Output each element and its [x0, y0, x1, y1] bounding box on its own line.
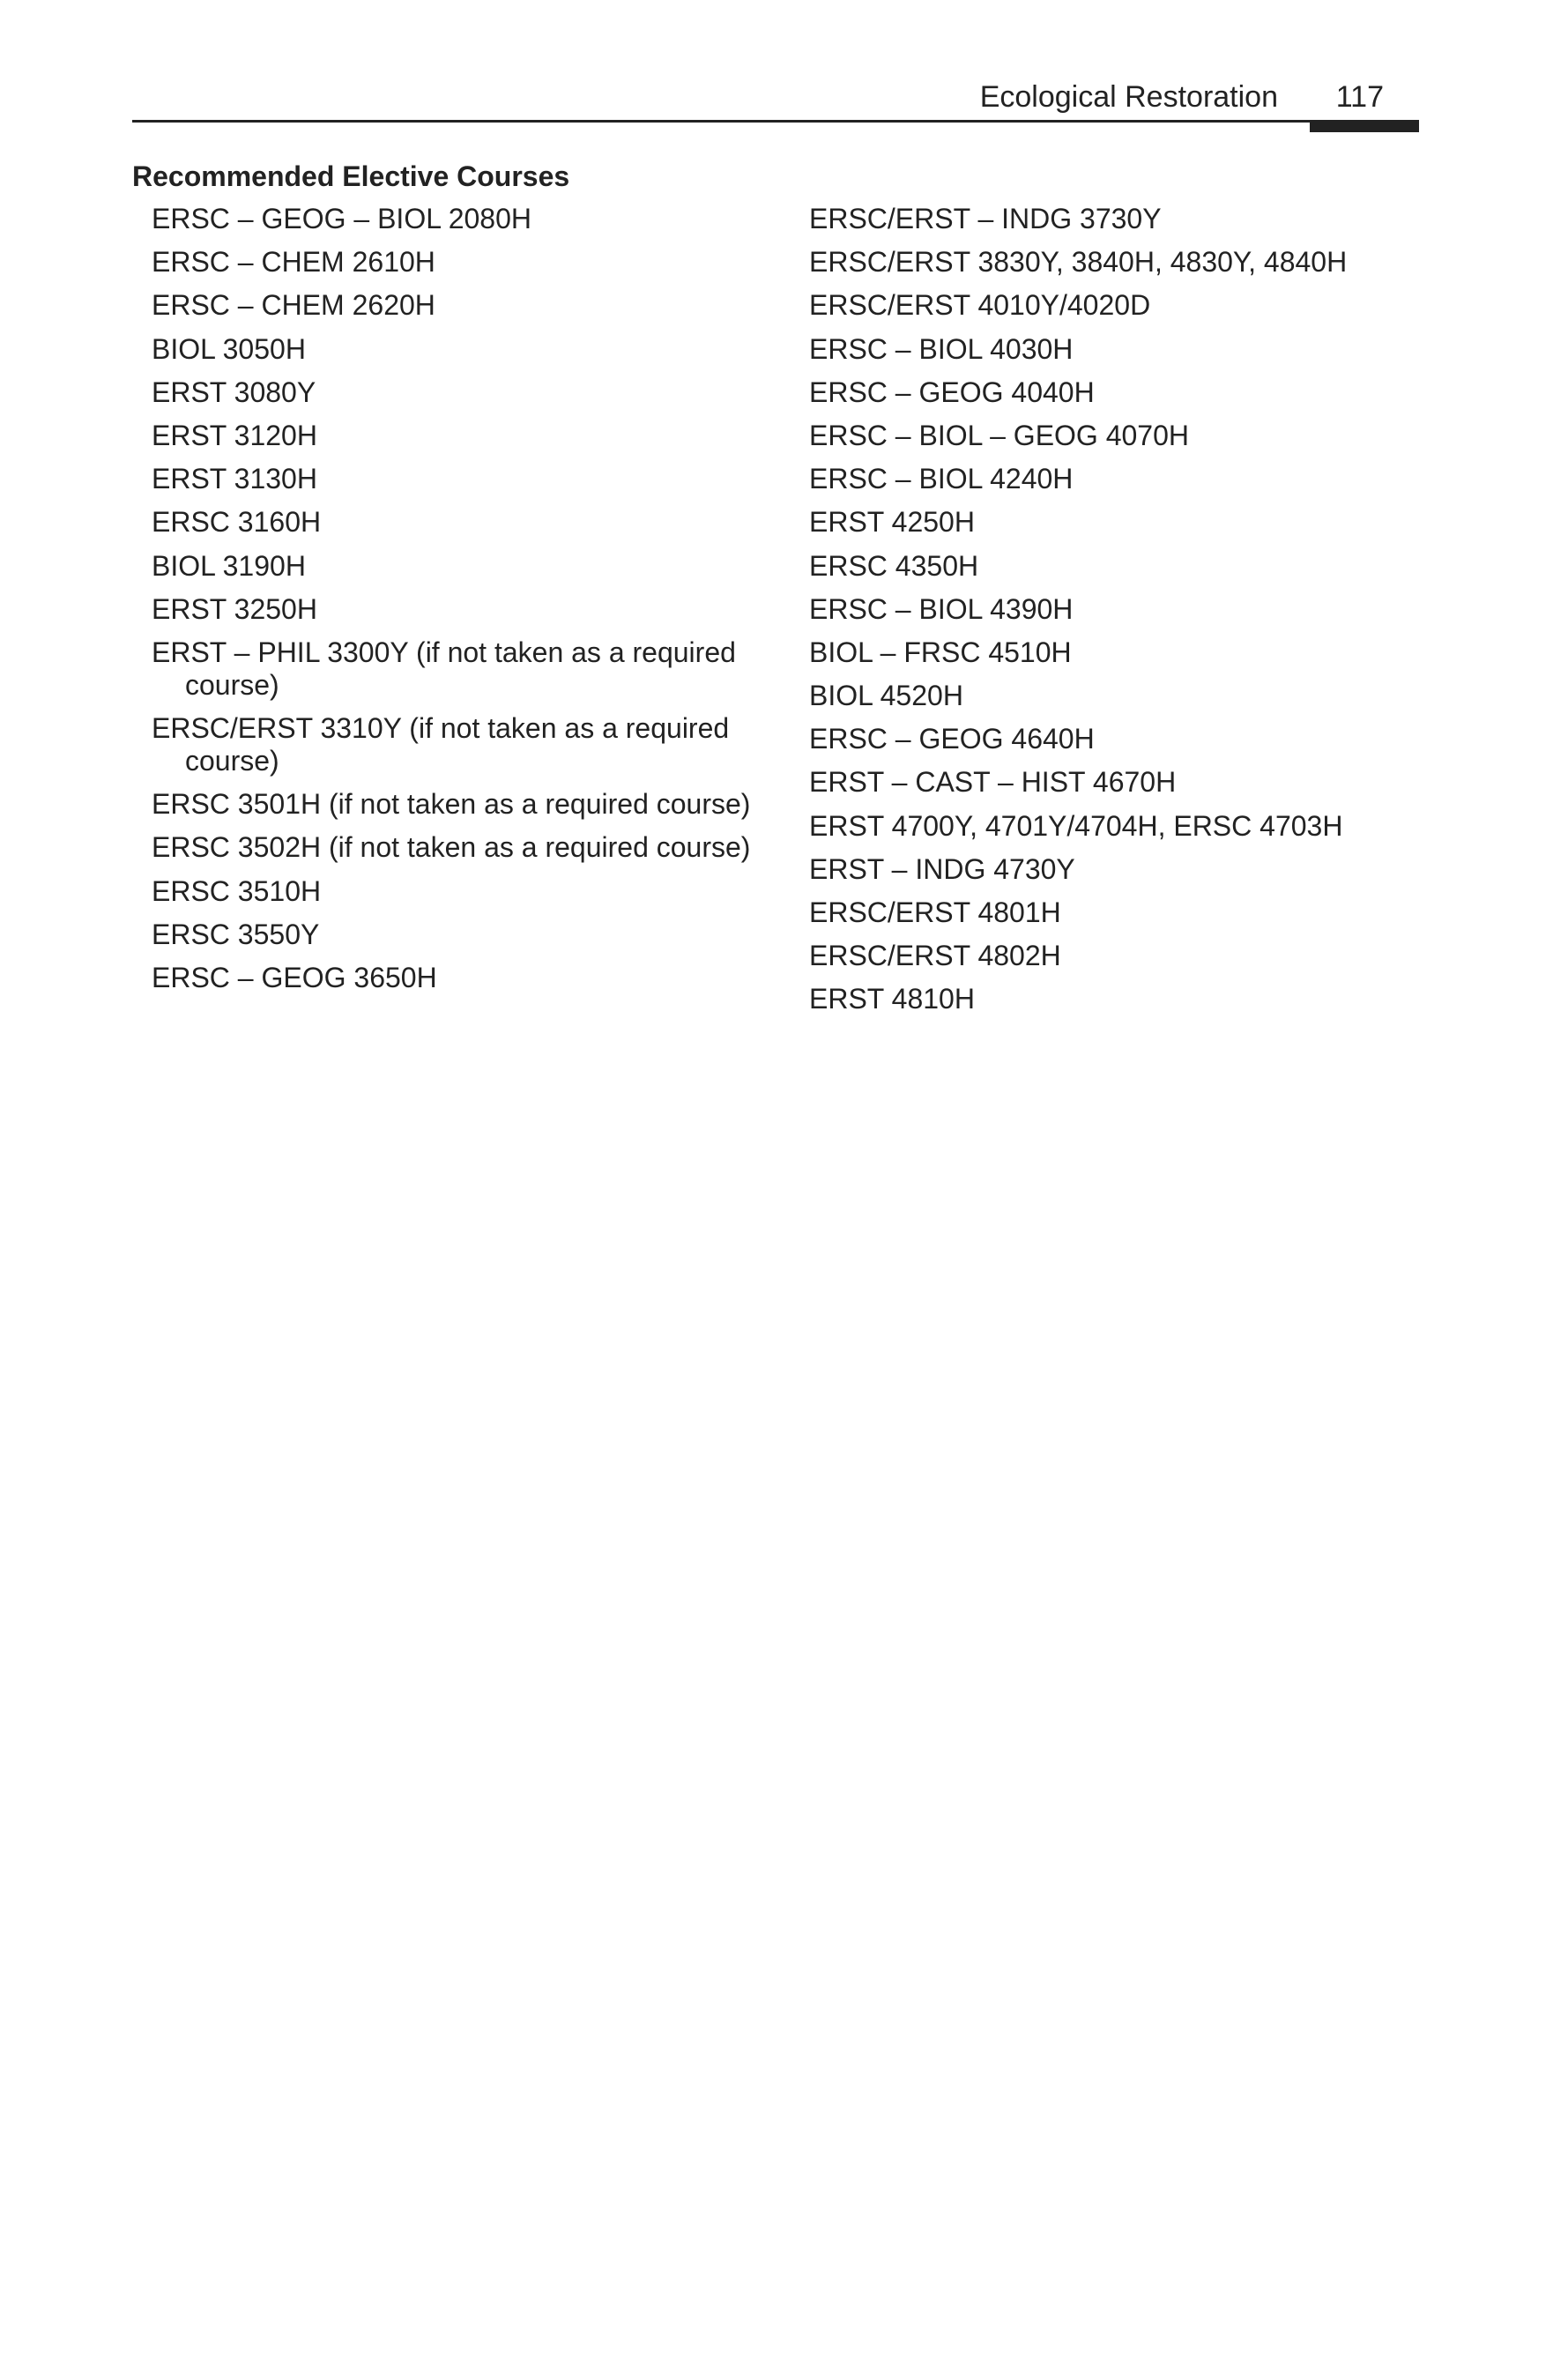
course-item: ERSC – GEOG 4640H [809, 723, 1095, 755]
course-item: ERST 3120H [152, 419, 317, 451]
course-item: ERSC – GEOG – BIOL 2080H [152, 203, 531, 234]
course-item: ERST 3250H [152, 592, 317, 625]
course-item: ERSC – CHEM 2610H [152, 246, 435, 279]
course-item: BIOL 3190H [152, 549, 306, 582]
course-item: ERSC – CHEM 2620H [152, 289, 435, 322]
course-list-left [152, 203, 760, 1005]
course-item: ERSC – BIOL 4240H [809, 463, 1074, 495]
course-item: ERSC/ERST – INDG 3730Y [809, 203, 1162, 234]
course-item: ERST – INDG 4730Y [809, 852, 1075, 885]
course-item: ERST 3080Y [152, 376, 316, 408]
course-item: ERST – CAST – HIST 4670H [809, 766, 1177, 799]
course-item: ERSC 4350H [809, 549, 979, 582]
course-item: ERSC 3501H (if not taken as a required course) [152, 788, 751, 821]
course-item: ERST – PHIL 3300Y (if not taken as a required course) [152, 636, 736, 701]
course-item: ERSC 3160H [152, 506, 322, 539]
course-item: ERSC – BIOL 4030H [809, 332, 1074, 365]
header-tab-bar [1310, 122, 1419, 132]
course-item: ERSC 3550Y [152, 918, 320, 950]
course-item: ERSC/ERST 3830Y, 3840H, 4830Y, 4840H [809, 246, 1348, 279]
running-header-title: Ecological Restoration [979, 80, 1278, 114]
course-item: ERST 4250H [809, 506, 975, 539]
course-item: ERSC/ERST 4801H [809, 896, 1061, 928]
course-item: ERSC – BIOL – GEOG 4070H [809, 419, 1189, 451]
course-item: ERST 4810H [809, 983, 975, 1015]
course-item: ERSC/ERST 4802H [809, 940, 1061, 972]
course-item: ERSC 3510H [152, 874, 322, 907]
course-item: ERSC – BIOL 4390H [809, 592, 1074, 625]
course-item: BIOL 3050H [152, 332, 306, 365]
course-item: ERST 3130H [152, 463, 317, 495]
header-rule [132, 120, 1419, 123]
course-item: ERSC 3502H (if not taken as a required course) [152, 831, 751, 864]
page-header [132, 78, 1419, 134]
course-list-right [809, 203, 1426, 1027]
course-item: ERST 4700Y, 4701Y/4704H, ERSC 4703H [809, 809, 1343, 842]
course-item: ERSC – GEOG 3650H [152, 962, 437, 993]
section-heading: Recommended Elective Courses [132, 160, 570, 192]
course-item: ERSC/ERST 4010Y/4020D [809, 289, 1151, 322]
course-item: ERSC/ERST 3310Y (if not taken as a required course) [152, 712, 730, 777]
course-item: BIOL 4520H [809, 680, 963, 712]
course-item: ERSC – GEOG 4040H [809, 376, 1095, 408]
page-number: 117 [1335, 80, 1384, 114]
course-item: BIOL – FRSC 4510H [809, 636, 1072, 668]
